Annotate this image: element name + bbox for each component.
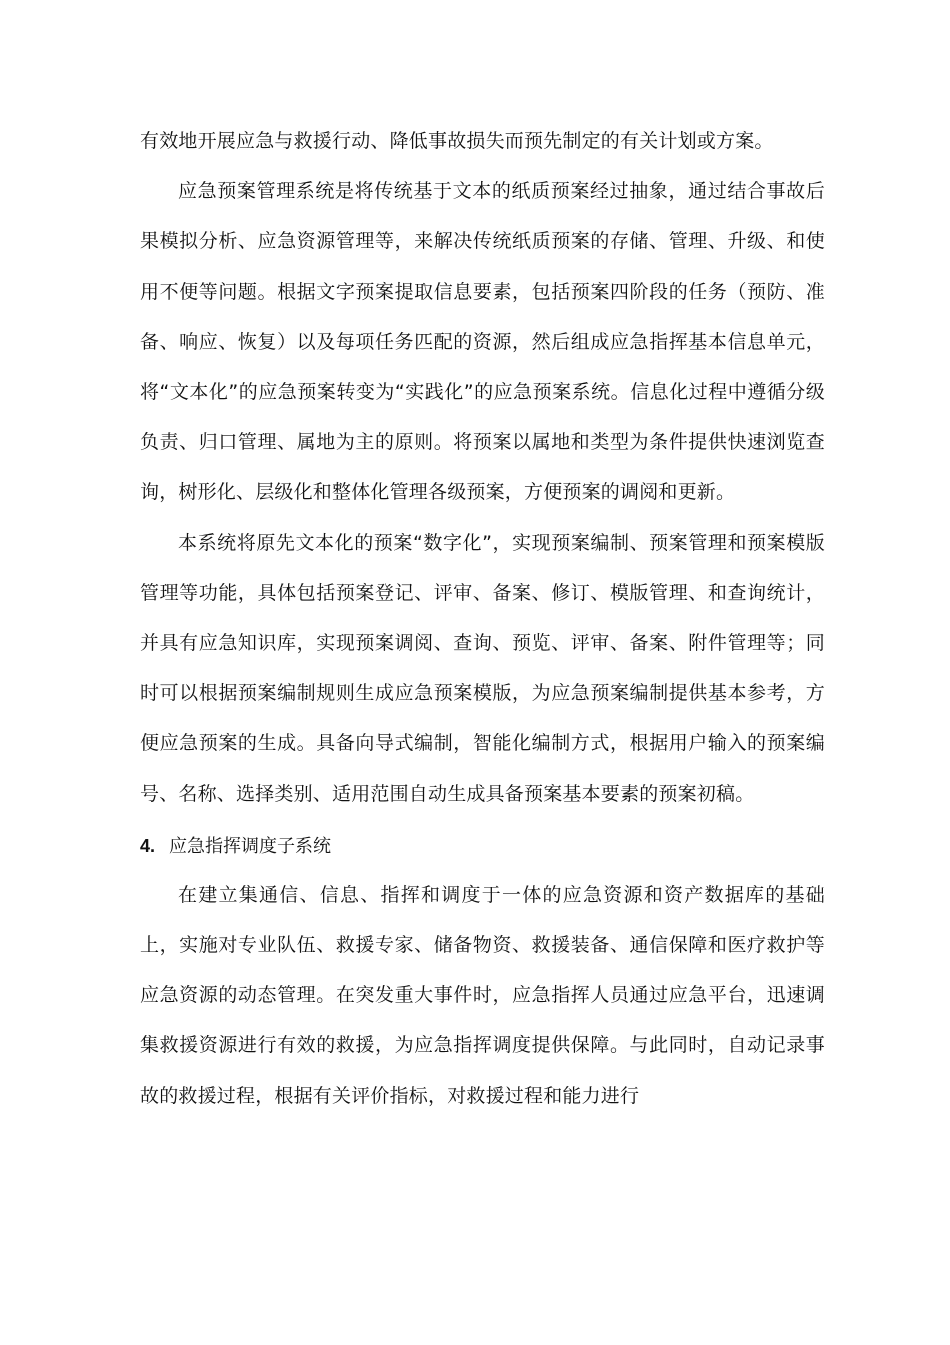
- section-title: 应急指挥调度子系统: [169, 835, 332, 857]
- paragraph-continuation: 有效地开展应急与救援行动、降低事故损失而预先制定的有关计划或方案。: [140, 130, 774, 152]
- section-number: 4.: [140, 835, 156, 856]
- section-heading: [140, 823, 825, 870]
- paragraph-dispatch-subsystem: 在建立集通信、信息、指挥和调度于一体的应急资源和资产数据库的基础上，实施对专业队伍、救援专家、储备物资、救援装备、通信保障和医疗救护等应急资源的动态管理。在突发重大事件时，应急指挥人员通过应急平台，迅速调集救援资源进行有效的救援，为应急指挥调度提供保障。与此同时，自动记录事故的救援过程，根据有关评价指标，对救援过程和能力进行: [140, 883, 825, 1107]
- paragraph-plan-management-system: 应急预案管理系统是将传统基于文本的纸质预案经过抽象，通过结合事故后果模拟分析、应急资源管理等，来解决传统纸质预案的存储、管理、升级、和使用不便等问题。根据文字预案提取信息要素，包括预案四阶段的任务（预防、准备、响应、恢复）以及每项任务匹配的资源，然后组成应急指挥基本信息单元，将“文本化”的应急预案转变为“实践化”的应急预案系统。信息化过程中遵循分级负责、归口管理、属地为主的原则。将预案以属地和类型为条件提供快速浏览查询，树形化、层级化和整体化管理各级预案，方便预案的调阅和更新。: [140, 180, 825, 504]
- document-page: [140, 116, 825, 1121]
- paragraph-digitization: 本系统将原先文本化的预案“数字化”，实现预案编制、预案管理和预案模版管理等功能，具体包括预案登记、评审、备案、修订、模版管理、和查询统计，并具有应急知识库，实现预案调阅、查询、预览、评审、备案、附件管理等；同时可以根据预案编制规则生成应急预案模版，为应急预案编制提供基本参考，方便应急预案的生成。具备向导式编制，智能化编制方式，根据用户输入的预案编号、名称、选择类别、适用范围自动生成具备预案基本要素的预案初稿。: [140, 531, 825, 805]
